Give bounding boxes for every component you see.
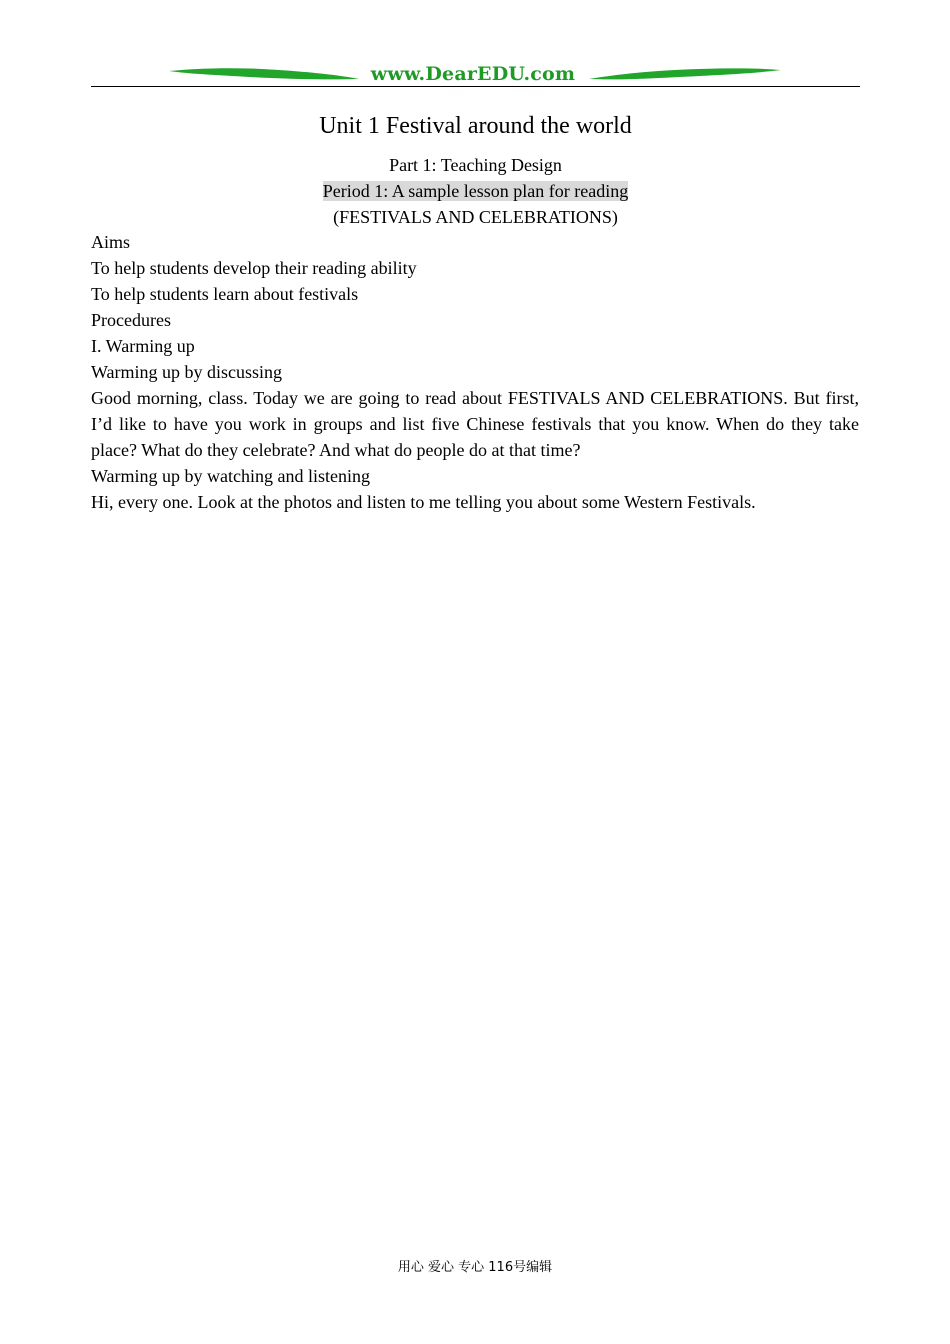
sub-step-heading: Warming up by watching and listening bbox=[91, 466, 370, 486]
document-body bbox=[91, 229, 859, 515]
topic-subtitle: (FESTIVALS AND CELEBRATIONS) bbox=[333, 207, 618, 227]
page-header bbox=[91, 60, 860, 90]
procedures-heading: Procedures bbox=[91, 310, 171, 330]
aim-item: To help students learn about festivals bbox=[91, 284, 359, 304]
period-heading-text: Period 1: A sample lesson plan for reading bbox=[322, 181, 629, 201]
period-heading bbox=[91, 178, 860, 204]
page-footer: 用心 爱心 专心 116号编辑 bbox=[397, 1260, 553, 1275]
listening-paragraph: Hi, every one. Look at the photos and listen to me telling you about some Western Festivals. bbox=[91, 492, 756, 512]
part-heading: Part 1: Teaching Design bbox=[389, 155, 562, 175]
sub-step-heading: Warming up by discussing bbox=[91, 362, 283, 382]
aims-heading: Aims bbox=[91, 232, 131, 252]
document-title: Unit 1 Festival around the world bbox=[319, 113, 632, 139]
green-brush-stroke-right bbox=[589, 66, 781, 82]
step-heading: I. Warming up bbox=[91, 336, 195, 356]
header-rule bbox=[91, 86, 860, 87]
discussion-paragraph: Good morning, class. Today we are going to read about FESTIVALS AND CELEBRATIONS. But first, I’d like to have you work in groups and list five Chinese festivals that you know. When do they take place? What do they celebrate? And what do people do at that time? bbox=[91, 388, 859, 460]
green-brush-stroke-left bbox=[169, 66, 359, 82]
aim-item: To help students develop their reading ability bbox=[91, 258, 417, 278]
site-brand-logo: www.DearEDU.com bbox=[370, 63, 576, 85]
